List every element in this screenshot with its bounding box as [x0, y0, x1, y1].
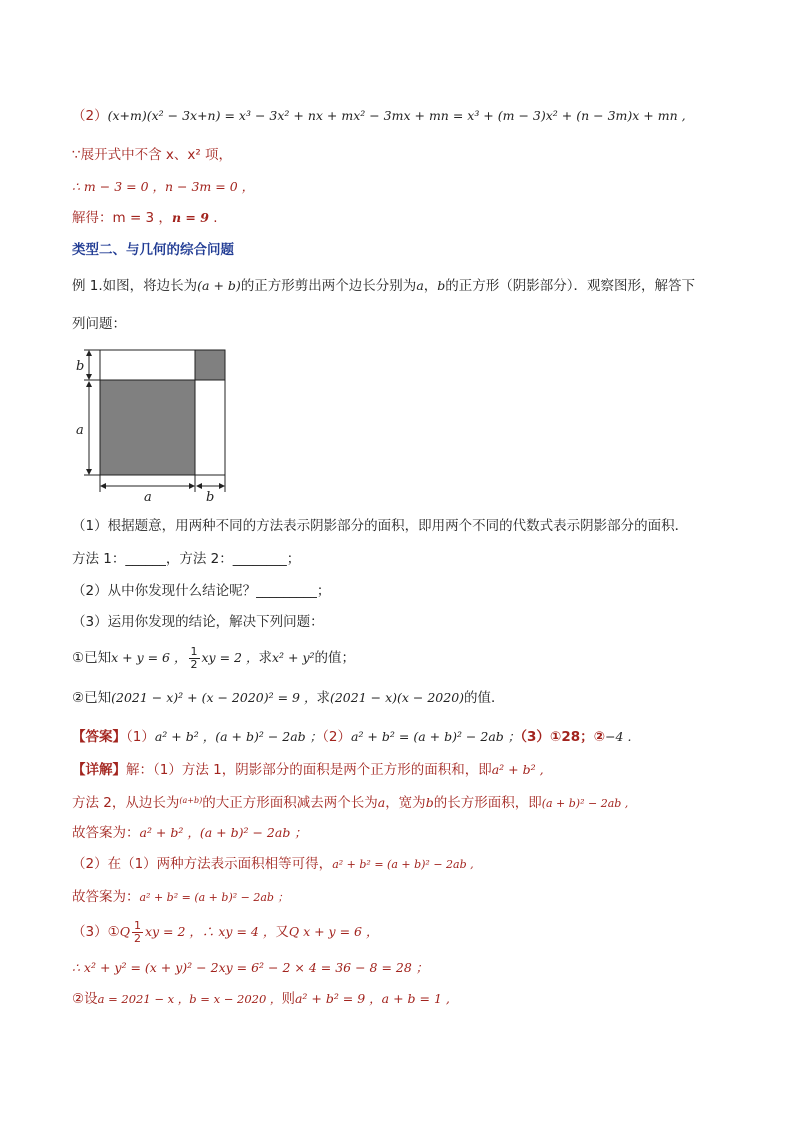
expansion-formula: (x+m)(x² − 3x+n) = x³ − 3x² + nx + mx² − 3mx + mn = x³ + (m − 3)x² + (n − 3m)x + mn , — [107, 108, 686, 123]
example-text-4: 的正方形（阴影部分）．观察图形，解答下 — [445, 278, 696, 294]
shaded-square-b — [195, 350, 225, 380]
q3a-prefix: ①已知 — [72, 650, 112, 666]
section-heading: 类型二、与几何的综合问题 — [72, 242, 234, 258]
q3b-suffix: 的值． — [464, 690, 505, 706]
detail3-math: a² + b² ，(a + b)² − 2ab ； — [139, 825, 307, 840]
arrow-head — [86, 350, 92, 356]
detail5-math: a² + b² = (a + b)² − 2ab ； — [139, 891, 289, 904]
question-3: （3）运用你发现的结论，解决下列问题： — [72, 614, 324, 630]
detail6-text: （3）① — [72, 924, 120, 940]
example-statement — [72, 276, 695, 296]
detail2-text-4: 的长方形面积，即 — [433, 795, 542, 811]
answer-part-2-label: （2） — [322, 729, 351, 745]
detail6-math-1: xy = 2 ，∴ xy = 4 ， — [144, 924, 276, 939]
fraction-denominator: 2 — [190, 657, 198, 671]
detail8-math-1: a = 2021 − x ，b = x − 2020 ， — [97, 992, 282, 1006]
square-diagram — [72, 344, 242, 504]
solution-line-expansion — [72, 106, 686, 126]
label-a-left: a — [76, 423, 84, 438]
q3a-sum: x + y = 6 ， — [111, 650, 187, 665]
detail6-math-2: Q x + y = 6 ， — [288, 924, 379, 939]
question-3-part-2 — [72, 688, 505, 708]
solution-line-condition: ∵展开式中不含 x、x² 项， — [72, 147, 233, 163]
solution-line-result — [72, 208, 218, 228]
shaded-square-a — [100, 380, 195, 475]
detail2-text-1: 方法 2，从边长为 — [72, 795, 180, 811]
detail-line-6 — [72, 919, 378, 945]
detail6-fraction-numerator: 1 — [133, 918, 141, 932]
detail-line-4 — [72, 854, 474, 875]
question-1-methods: 方法 1：______，方法 2：________； — [72, 551, 301, 567]
answer-tag: 【答案】 — [72, 729, 126, 745]
arrow-head — [100, 483, 106, 489]
arrow-head — [219, 483, 225, 489]
detail2-text-3: ，宽为 — [385, 795, 426, 811]
result-n: n = 9 — [171, 210, 209, 225]
detail-line-3 — [72, 823, 307, 843]
q3b-target: (2021 − x)(x − 2020) — [329, 690, 465, 705]
detail-line-7: ∴ x² + y² = (x + y)² − 2xy = 6² − 2 × 4 = 36 − 8 = 28 ； — [72, 960, 429, 975]
example-math-a: a — [416, 278, 424, 293]
detail8-then: 则 — [281, 991, 295, 1007]
q3b-prefix: ②已知 — [72, 690, 112, 706]
detail4-math: a² + b² = (a + b)² − 2ab , — [332, 858, 474, 871]
detail2-math-b: b — [425, 795, 434, 810]
detail6-because: Q — [119, 924, 130, 939]
q3a-suffix: 的值； — [314, 650, 356, 666]
question-2: （2）从中你发现什么结论呢？_________； — [72, 583, 331, 599]
detail8-text: ②设 — [72, 991, 98, 1007]
answer-part-3: （3）①28；② — [520, 729, 606, 745]
part-label: （2） — [72, 108, 108, 124]
detail6-also: 又 — [275, 924, 289, 940]
q3b-ask: 求 — [316, 690, 330, 706]
solution-line-equations: ∴ m − 3 = 0 ，n − 3m = 0 ， — [72, 179, 255, 194]
label-a-bottom: a — [144, 490, 152, 504]
detail2-math-side: (a+b) — [179, 796, 203, 805]
question-1: （1）根据题意，用两种不同的方法表示阴影部分的面积，即用两个不同的代数式表示阴影部分的面积． — [72, 518, 689, 534]
arrow-head — [86, 374, 92, 380]
detail-math-1: a² + b² , — [491, 762, 544, 777]
result-m: 解得：m = 3 ， — [72, 210, 172, 226]
fraction-numerator: 1 — [190, 644, 198, 658]
q3a-ask: 求 — [258, 650, 272, 666]
answer-part-1-label: （1） — [126, 729, 155, 745]
detail-line-1 — [72, 760, 544, 780]
example-text-2: 的正方形剪出两个边长分别为 — [240, 278, 417, 294]
q3a-product: xy = 2 ， — [201, 650, 259, 665]
detail6-fraction — [132, 920, 143, 945]
q3a-target: x² + y² — [271, 650, 315, 665]
arrow-head — [196, 483, 202, 489]
example-text-3: ， — [423, 278, 438, 294]
answer-part-3-value: −4 . — [605, 729, 632, 744]
label-b-left: b — [76, 359, 85, 374]
detail5-text: 故答案为： — [72, 889, 140, 905]
answer-line — [72, 727, 631, 747]
answer-part-1: a² + b² ，(a + b)² − 2ab ； — [154, 729, 323, 744]
detail2-math-expr: (a + b)² − 2ab , — [541, 797, 629, 810]
label-b-bottom: b — [206, 490, 215, 504]
detail8-math-2: a² + b² = 9 ，a + b = 1 , — [294, 991, 450, 1006]
arrow-head — [86, 469, 92, 475]
detail4-text: （2）在（1）两种方法表示面积相等可得， — [72, 856, 333, 872]
detail6-fraction-denominator: 2 — [133, 931, 141, 945]
result-end: . — [208, 210, 218, 226]
answer-part-2: a² + b² = (a + b)² − 2ab ； — [351, 729, 521, 744]
detail2-math-a: a — [377, 795, 386, 810]
detail-line-5 — [72, 887, 288, 908]
question-3-part-1 — [72, 645, 355, 671]
detail-line-2 — [72, 791, 628, 814]
detail-tag: 【详解】 — [72, 762, 126, 778]
detail-text-1: 解：（1）方法 1，阴影部分的面积是两个正方形的面积和，即 — [126, 762, 492, 778]
example-math-b: b — [437, 278, 446, 293]
q3b-given: (2021 − x)² + (x − 2020)² = 9 ， — [111, 690, 317, 705]
example-math-side: (a + b) — [197, 278, 241, 293]
example-text-1: 例 1.如图，将边长为 — [72, 278, 198, 294]
detail2-text-2: 的大正方形面积减去两个长为 — [202, 795, 378, 811]
detail-line-8 — [72, 989, 450, 1009]
arrow-head — [189, 483, 195, 489]
example-statement-cont: 列问题： — [72, 316, 126, 332]
fraction-half — [189, 646, 200, 671]
arrow-head — [86, 381, 92, 387]
detail3-text: 故答案为： — [72, 825, 140, 841]
